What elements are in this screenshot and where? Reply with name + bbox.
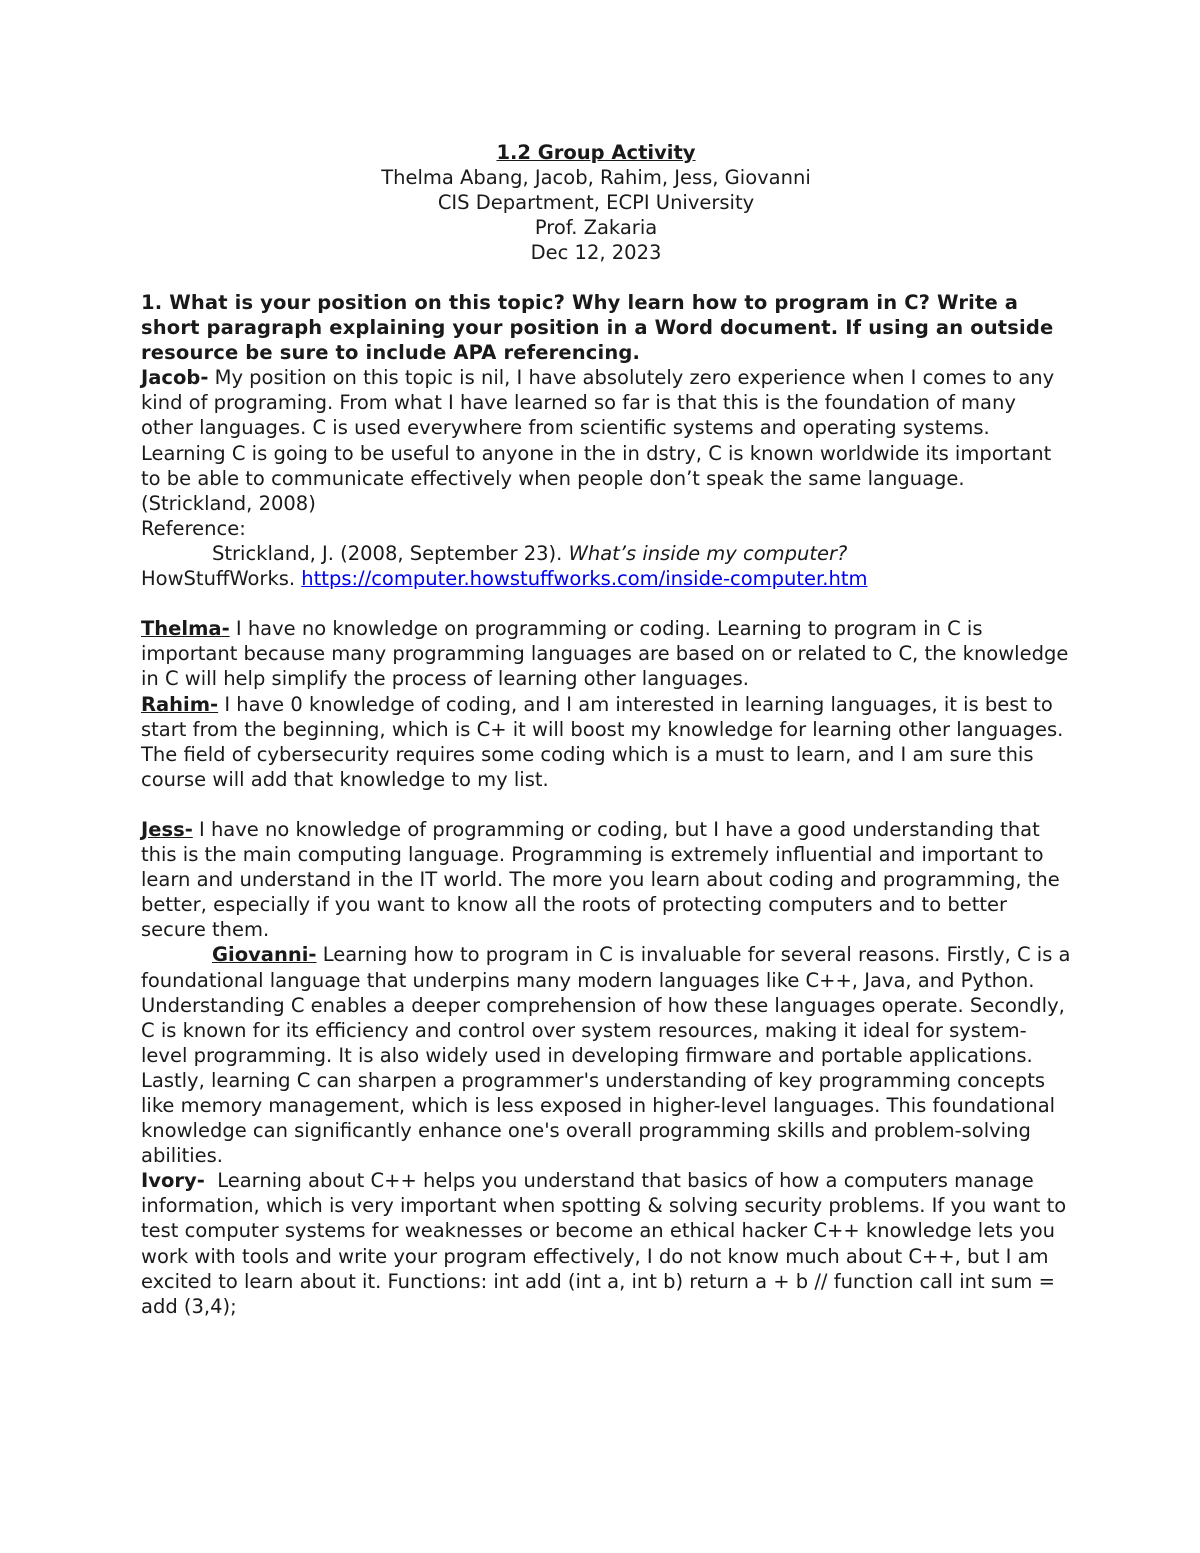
rahim-response: [141, 692, 1071, 792]
jacob-name: Jacob-: [141, 366, 209, 390]
spacer: [141, 792, 1071, 817]
reference-publisher: HowStuffWorks.: [141, 567, 302, 591]
jess-text: I have no knowledge of programming or coding, but I have a good understanding that this is the main computing language. Programming is extremely influential and important to learn and understand in the IT world. The more you learn about coding and programming, the better, especially if you want to know all the roots of protecting computers and to better secure them.: [141, 817, 1060, 942]
rahim-name: Rahim-: [141, 692, 219, 716]
giovanni-response: [141, 942, 1071, 1168]
jacob-response: [141, 365, 1071, 516]
ivory-text: Learning about C++ helps you understand that basics of how a computers manage information, which is very important when spotting & solving security problems. If you want to test computer systems for weaknesses or become an ethical hacker C++ knowledge lets you work with tools and write your program effectively, I do not know much about C++, but I am excited to learn about it. Functions: int add (int a, int b) return a + b // function call int sum = add (3,4);: [141, 1169, 1073, 1318]
author-line: Thelma Abang, Jacob, Rahim, Jess, Giovanni: [381, 166, 811, 189]
thelma-response: [141, 616, 1071, 691]
reference-title: What’s inside my computer?: [568, 541, 848, 565]
jacob-text: My position on this topic is nil, I have absolutely zero experience when I comes to any kind of programing. From what I have learned so far is that this is the foundation of many other languages. C is used everywhere from scientific systems and operating systems. Learning C is going to be useful to anyone in the in dstry, C is known worldwide its important to be able to communicate effectively when people don’t speak the same language. (Strickland, 2008): [141, 366, 1055, 515]
thelma-name: Thelma-: [141, 617, 230, 641]
reference-source: [141, 566, 1071, 591]
reference-author: Strickland, J. (2008, September 23).: [212, 541, 569, 565]
ivory-name: Ivory-: [141, 1169, 205, 1193]
professor-line: Prof. Zakaria: [534, 216, 658, 239]
spacer: [141, 591, 1071, 616]
thelma-text: I have no knowledge on programming or coding. Learning to program in C is important because many programming languages are based on or related to C, the knowledge in C will help simplify the process of learning other languages.: [141, 617, 1069, 691]
reference-label: Reference:: [141, 516, 246, 540]
date-line: Dec 12, 2023: [530, 241, 662, 264]
reference-link[interactable]: https://computer.howstuffworks.com/inside-computer.htm: [301, 567, 868, 591]
giovanni-name: Giovanni-: [212, 943, 317, 967]
ivory-response: [141, 1168, 1071, 1319]
jess-name: Jess-: [141, 817, 193, 841]
reference-entry: [141, 541, 1071, 566]
question-prompt: 1. What is your position on this topic? Why learn how to program in C? Write a short paragraph explaining your position in a Word document. If using an outside resource be sure to include APA referencing.: [141, 291, 1054, 365]
document-header: [0, 140, 1192, 265]
jess-response: [141, 817, 1071, 942]
document-title: 1.2 Group Activity: [496, 141, 696, 164]
rahim-text: I have 0 knowledge of coding, and I am interested in learning languages, it is best to start from the beginning, which is C+ it will boost my knowledge for learning other languages. The field of cybersecurity requires some coding which is a must to learn, and I am sure this course will add that knowledge to my list.: [141, 692, 1064, 791]
department-line: CIS Department, ECPI University: [437, 191, 755, 214]
giovanni-text: Learning how to program in C is invaluable for several reasons. Firstly, C is a foundational language that underpins many modern languages like C++, Java, and Python. Understanding C enables a deeper comprehension of how these languages operate. Secondly, C is known for its efficiency and control over system resources, making it ideal for system-level programming. It is also widely used in developing firmware and portable applications. Lastly, learning C can sharpen a programmer's understanding of key programming concepts like memory management, which is less exposed in higher-level languages. This foundational knowledge can significantly enhance one's overall programming skills and problem-solving abilities.: [141, 943, 1071, 1168]
document-body: [141, 290, 1071, 1319]
